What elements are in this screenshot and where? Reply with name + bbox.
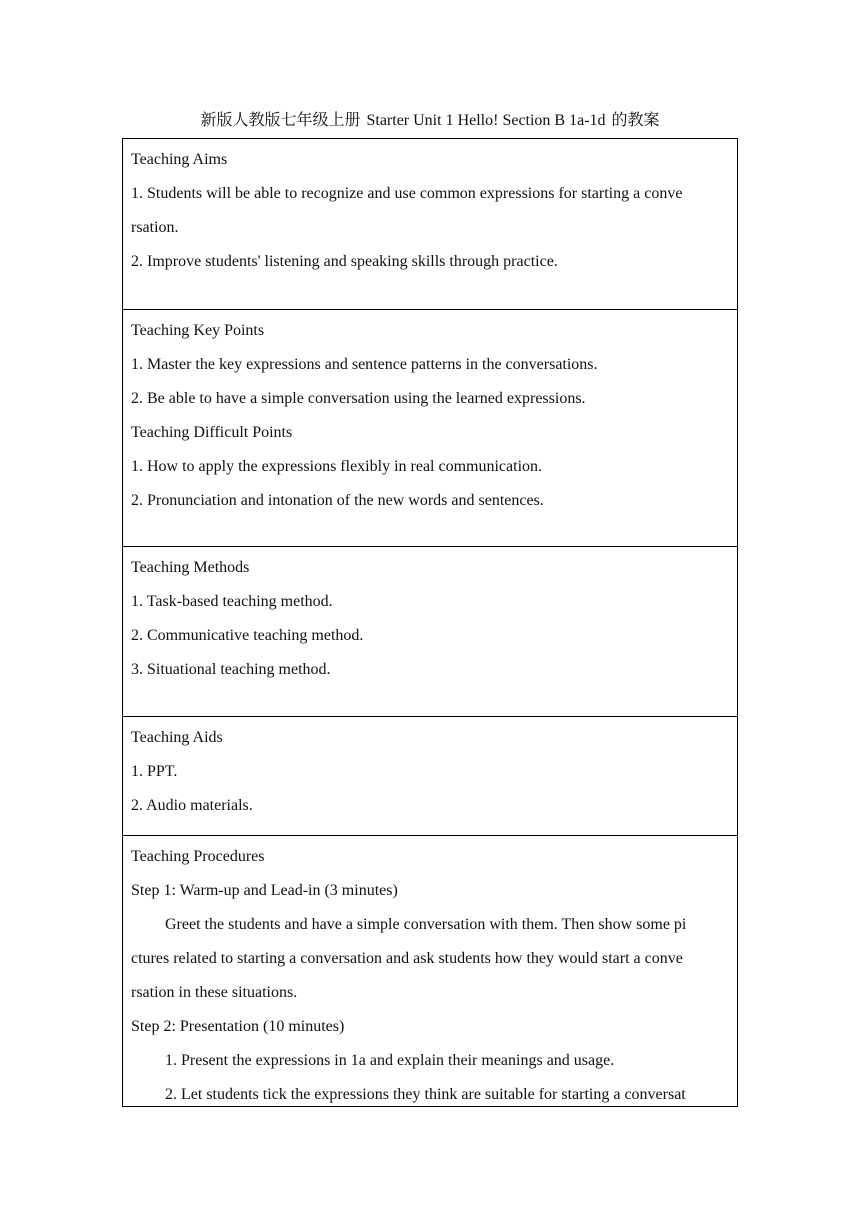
teaching-aids-line: 2. Audio materials. — [131, 797, 253, 814]
teaching-aids-heading: Teaching Aids — [131, 729, 223, 746]
teaching-methods-line: 1. Task-based teaching method. — [131, 593, 333, 610]
step2-title: Step 2: Presentation (10 minutes) — [131, 1018, 345, 1035]
title-english-part: Starter Unit 1 Hello! Section B 1a-1d — [366, 112, 606, 129]
teaching-aims-cell — [123, 139, 737, 309]
teaching-aims-line: 1. Students will be able to recognize and use common expressions for starting a conve — [131, 185, 683, 202]
teaching-procedures-heading: Teaching Procedures — [131, 848, 265, 865]
teaching-aids-line: 1. PPT. — [131, 763, 178, 780]
difficult-points-line: 2. Pronunciation and intonation of the new words and sentences. — [131, 492, 544, 509]
step1-title: Step 1: Warm-up and Lead-in (3 minutes) — [131, 882, 398, 899]
step1-paragraph-line: rsation in these situations. — [131, 984, 298, 1001]
key-points-heading: Teaching Key Points — [131, 322, 265, 339]
step2-item: 2. Let students tick the expressions they think are suitable for starting a conversat — [165, 1086, 686, 1103]
teaching-aims-line: 2. Improve students' listening and speaking skills through practice. — [131, 253, 558, 270]
key-points-line: 2. Be able to have a simple conversation using the learned expressions. — [131, 390, 586, 407]
step1-paragraph-line: ctures related to starting a conversation and ask students how they would start a conve — [131, 950, 683, 967]
teaching-methods-line: 2. Communicative teaching method. — [131, 627, 364, 644]
teaching-aids-cell — [123, 716, 737, 835]
step1-paragraph-line: Greet the students and have a simple conversation with them. Then show some pi — [165, 916, 687, 933]
teaching-methods-line: 3. Situational teaching method. — [131, 661, 331, 678]
step2-item: 1. Present the expressions in 1a and explain their meanings and usage. — [165, 1052, 615, 1069]
difficult-points-heading: Teaching Difficult Points — [131, 424, 293, 441]
teaching-methods-heading: Teaching Methods — [131, 559, 250, 576]
title-chinese-part1: 新版人教版七年级上册 — [200, 112, 361, 129]
teaching-procedures-cell — [123, 835, 737, 1106]
teaching-aims-heading: Teaching Aims — [131, 151, 228, 168]
teaching-methods-cell — [123, 546, 737, 716]
document-title — [0, 109, 860, 133]
key-points-cell — [123, 309, 737, 546]
difficult-points-line: 1. How to apply the expressions flexibly in real communication. — [131, 458, 543, 475]
lesson-plan-table — [122, 138, 738, 1107]
teaching-aims-line: rsation. — [131, 219, 179, 236]
title-chinese-part2: 的教案 — [611, 112, 660, 129]
key-points-line: 1. Master the key expressions and sentence patterns in the conversations. — [131, 356, 598, 373]
